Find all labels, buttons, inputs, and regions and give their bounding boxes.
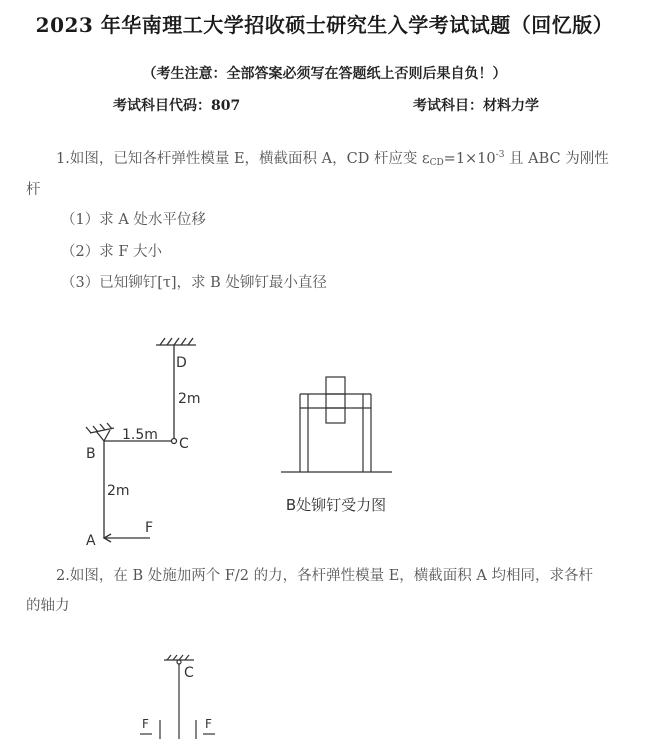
q1-strain-subscript: CD — [429, 158, 444, 168]
hatch-line — [181, 338, 186, 345]
subject-code: 考试科目代码：807 — [113, 98, 241, 114]
hatch-line — [93, 426, 98, 432]
pin-support-b — [96, 431, 104, 441]
q1-strain-exponent: -3 — [495, 150, 505, 160]
label-d: D — [176, 355, 187, 371]
hatch-line — [173, 655, 177, 660]
q1-statement-part1: 1.如图，已知各杆弹性模量 E，横截面积 A，CD 杆应变 ε — [56, 151, 430, 167]
pin-c — [177, 660, 181, 664]
label-a: A — [86, 533, 96, 549]
exam-notice: （考生注意：全部答案必须写在答题纸上否则后果自负！） — [142, 66, 507, 82]
q1-sub2: （2）求 F 大小 — [61, 244, 163, 260]
rod-piece — [326, 377, 345, 423]
pin-c — [172, 439, 177, 444]
label-b: B — [86, 446, 96, 462]
q1-statement-part3: 且 ABC 为刚性 — [504, 151, 609, 167]
hatch-line — [100, 424, 105, 430]
rivet-figure — [281, 377, 392, 472]
q1-sub1: （1）求 A 处水平位移 — [61, 212, 206, 228]
label-f-right: F — [205, 717, 212, 731]
hatch-line — [167, 338, 172, 345]
label-f: F — [145, 520, 154, 536]
hatch-line — [188, 338, 193, 345]
figure-q2 — [0, 650, 649, 739]
hatch-line — [86, 427, 91, 433]
hatch-line — [107, 423, 112, 429]
q1-sub3: （3）已知铆钉[τ]，求 B 处铆钉最小直径 — [61, 275, 327, 291]
dim-ab: 2m — [107, 483, 130, 499]
exam-title: 2023 年华南理工大学招收硕士研究生入学考试试题（回忆版） — [35, 13, 614, 37]
hatch-line — [185, 655, 189, 660]
dim-bc: 1.5m — [122, 427, 158, 443]
q2-statement: 2.如图，在 B 处施加两个 F/2 的力，各杆弹性模量 E，横截面积 A 均相同，求各杆 — [56, 568, 593, 584]
pin-support-b — [104, 430, 110, 441]
q1-statement-part2: =1×10 — [443, 151, 496, 167]
hatch-line — [160, 338, 165, 345]
label-c: C — [179, 436, 189, 452]
q1-statement — [56, 147, 609, 168]
label-f-left: F — [142, 717, 149, 731]
rivet-figure-caption: B处铆钉受力图 — [285, 496, 387, 514]
hatch-line — [167, 655, 171, 660]
figures-q1 — [0, 330, 649, 550]
hatch-line — [179, 655, 183, 660]
hatch-line — [174, 338, 179, 345]
q1-statement-cont: 杆 — [26, 182, 41, 198]
dim-cd: 2m — [178, 391, 201, 407]
subject-name: 考试科目：材料力学 — [413, 98, 539, 114]
label-c-q2: C — [184, 665, 194, 681]
q2-statement-cont: 的轴力 — [26, 598, 70, 614]
